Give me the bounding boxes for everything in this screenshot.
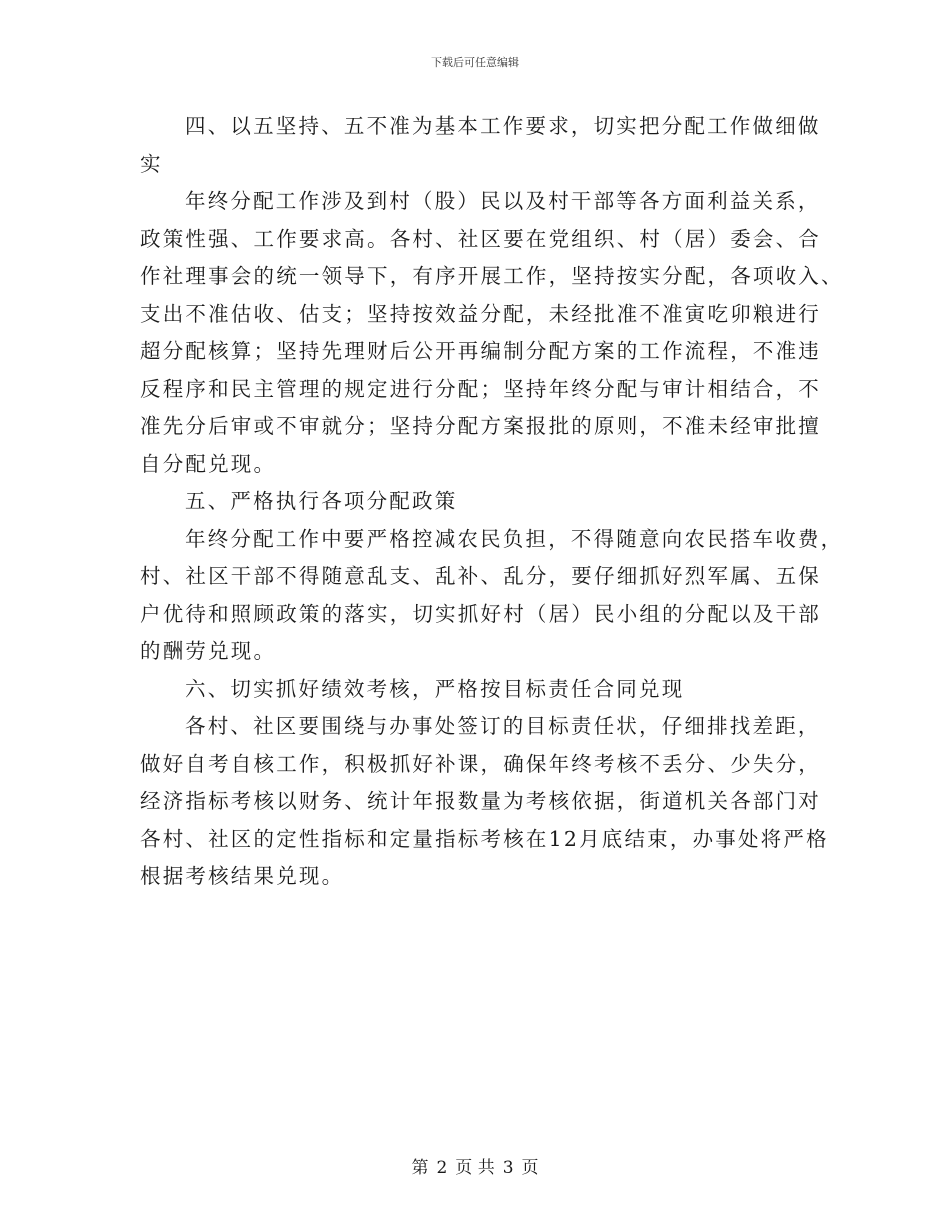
document-body bbox=[140, 108, 844, 896]
paragraph-line: 支出不准估收、估支；坚持按效益分配，未经批准不准寅吃卯粮进行 bbox=[140, 301, 821, 326]
footer-middle: 页 共 bbox=[455, 1158, 495, 1178]
footer-current-page: 2 bbox=[436, 1158, 448, 1178]
section-heading: 六、切实抓好绩效考核，严格按目标责任合同兑现 bbox=[185, 676, 685, 701]
paragraph-line: 村、社区干部不得随意乱支、乱补、乱分，要仔细抓好烈军属、五保 bbox=[140, 564, 821, 588]
paragraph-line: 户优待和照顾政策的落实，切实抓好村（居）民小组的分配以及干部 bbox=[140, 601, 821, 626]
paragraph-line: 做好自考自核工作，积极抓好补课，确保年终考核不丢分、少失分， bbox=[140, 751, 821, 776]
paragraph-line: 四、以五坚持、五不准为基本工作要求，切实把分配工作做细做 bbox=[185, 114, 821, 138]
footer-prefix: 第 bbox=[411, 1158, 429, 1178]
paragraph-line: 年终分配工作中要严格控减农民负担，不得随意向农民搭车收费， bbox=[185, 526, 844, 551]
paragraph-line: 经济指标考核以财务、统计年报数量为考核依据，街道机关各部门对 bbox=[140, 789, 821, 813]
paragraph-line: 反程序和民主管理的规定进行分配；坚持年终分配与审计相结合，不 bbox=[140, 376, 821, 401]
paragraph-line: 自分配兑现。 bbox=[140, 451, 277, 476]
paragraph-line: 年终分配工作涉及到村（股）民以及村干部等各方面利益关系， bbox=[185, 189, 821, 213]
paragraph-line: 作社理事会的统一领导下，有序开展工作，坚持按实分配，各项收入、 bbox=[140, 264, 844, 288]
paragraph-line: 政策性强、工作要求高。各村、社区要在党组织、村（居）委会、合 bbox=[140, 226, 821, 251]
paragraph-line: 各村、社区要围绕与办事处签订的目标责任状，仔细排找差距， bbox=[185, 714, 821, 738]
footer-total-pages: 3 bbox=[502, 1158, 514, 1178]
page-footer bbox=[0, 1153, 950, 1178]
footer-suffix: 页 bbox=[521, 1158, 539, 1178]
section-heading: 五、严格执行各项分配政策 bbox=[185, 489, 458, 513]
paragraph-line: 各村、社区的定性指标和定量指标考核在12月底结束，办事处将严格 bbox=[140, 826, 829, 851]
paragraph-line: 实 bbox=[140, 151, 163, 176]
paragraph-line: 准先分后审或不审就分；坚持分配方案报批的原则，不准未经审批擅 bbox=[140, 414, 821, 438]
paragraph-line: 根据考核结果兑现。 bbox=[140, 864, 345, 888]
page-header: 下载后可任意编辑 bbox=[431, 56, 519, 69]
paragraph-line: 的酬劳兑现。 bbox=[140, 639, 277, 663]
paragraph-line: 超分配核算；坚持先理财后公开再编制分配方案的工作流程，不准违 bbox=[140, 339, 821, 363]
